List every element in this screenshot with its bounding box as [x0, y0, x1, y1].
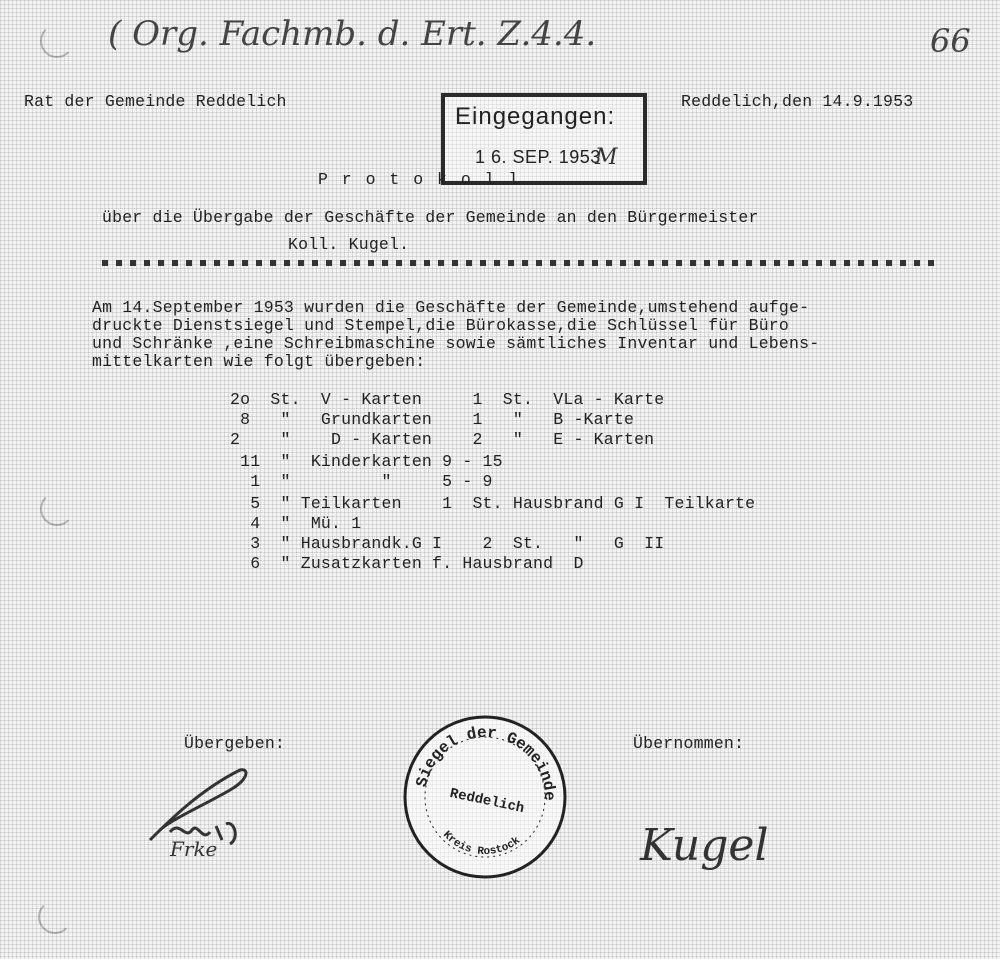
body-line-1: Am 14.September 1953 wurden die Geschäfte der Gemeinde,umstehend aufge- [92, 298, 810, 317]
body-line-4: mittelkarten wie folgt übergeben: [92, 352, 426, 371]
inventory-line: 8 " Grundkarten 1 " B -Karte [230, 410, 635, 429]
handwritten-annotation: ( Org. Fachmb. d. Ert. Z.4.4. [108, 14, 597, 54]
inventory-line: 2 " D - Karten 2 " E - Karten [230, 430, 655, 449]
seal-center-text: Reddelich [448, 785, 526, 818]
sender-line: Rat der Gemeinde Reddelich [24, 92, 287, 111]
body-line-2: druckte Dienstsiegel und Stempel,die Bürokasse,die Schlüssel für Büro [92, 316, 790, 335]
inventory-line: 5 " Teilkarten 1 St. Hausbrand G I Teilkarte [230, 494, 756, 513]
stamp-date: 1 6. SEP. 1953 [475, 147, 601, 167]
left-signature [130, 760, 270, 860]
page-number: 66 [930, 22, 971, 60]
inventory-line: 4 " Mü. 1 [230, 514, 362, 533]
inventory-line: 3 " Hausbrandk.G I 2 St. " G II [230, 534, 665, 553]
punch-hole-mark [40, 492, 74, 526]
handed-over-label: Übergeben: [184, 734, 286, 753]
left-signature-text: Frke [170, 837, 218, 860]
body-line-3: und Schränke ,eine Schreibmaschine sowie sämtliches Inventar und Lebens- [92, 334, 820, 353]
seal-graphic [400, 712, 570, 882]
inventory-line: 2o St. V - Karten 1 St. VLa - Karte [230, 390, 665, 409]
stamp-title: Eingegangen: [455, 103, 616, 130]
inventory-line: 1 " " 5 - 9 [230, 472, 493, 491]
protocol-heading: P r o t o k o l l [318, 170, 521, 189]
punch-hole-mark [38, 900, 72, 934]
inventory-line: 11 " Kinderkarten 9 - 15 [230, 452, 503, 471]
subject-line-1: über die Übergabe der Geschäfte der Gemeinde an den Bürgermeister [102, 208, 759, 227]
place-date-line: Reddelich,den 14.9.1953 [681, 92, 914, 111]
subject-line-2: Koll. Kugel. [288, 235, 410, 254]
punch-hole-mark [40, 24, 74, 58]
separator-line [102, 260, 942, 266]
inventory-line: 6 " Zusatzkarten f. Hausbrand D [230, 554, 584, 573]
stamp-initials: M [595, 145, 618, 170]
seal-top-text: Siegel der Gemeinde [412, 723, 559, 801]
right-signature: Kugel [640, 820, 769, 871]
taken-over-label: Übernommen: [633, 734, 745, 753]
municipal-seal [400, 712, 570, 882]
seal-bottom-text: Kreis Rostock [440, 829, 523, 859]
